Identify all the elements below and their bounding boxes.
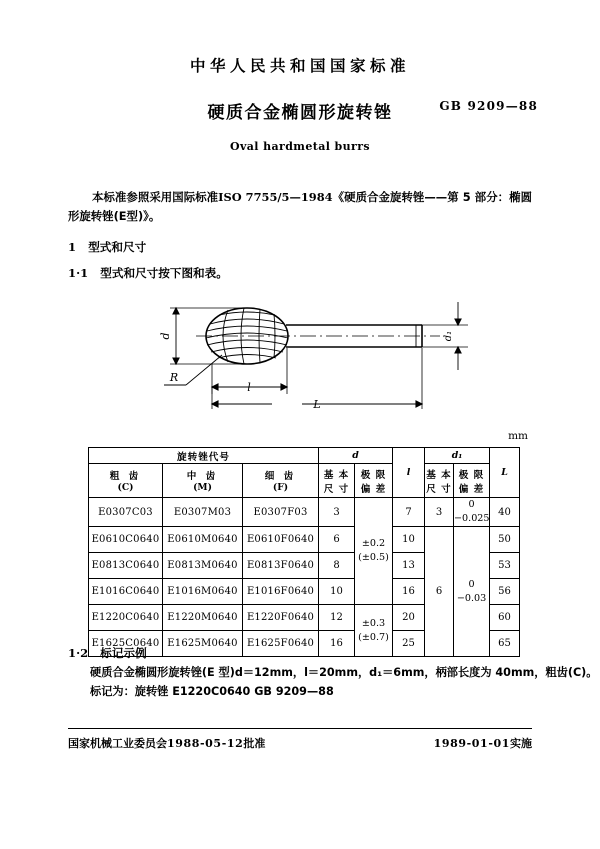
- section-1-2-heading: [68, 645, 147, 661]
- section-1-2-title: 标记示例: [100, 646, 147, 660]
- table-row: [89, 527, 520, 553]
- header-medium-code: (M): [193, 482, 212, 493]
- header-medium-tooth: [163, 464, 243, 498]
- national-standard-title: 中华人民共和国国家标准: [189, 57, 410, 75]
- header-burr-code: 旋转锉代号: [89, 448, 319, 464]
- d-tol-1-main: ±0.2: [361, 538, 386, 549]
- footer-divider: [68, 728, 532, 729]
- d-arrow-top: [173, 308, 179, 314]
- intro-paragraph: [68, 188, 532, 226]
- cell-coarse-code: E1625C0640: [89, 631, 163, 657]
- header-fine-cn: 细 齿: [264, 471, 297, 482]
- d1-tol-1-upper: 0: [468, 499, 475, 510]
- header-fine-tooth: [243, 464, 319, 498]
- cell-fine-code: E0307F03: [243, 498, 319, 527]
- header-d1-limit-l2: 偏 差: [458, 483, 485, 495]
- cell-l: 16: [393, 579, 425, 605]
- footer-approval-suffix: 批准: [243, 737, 266, 750]
- cell-fine-code: E0610F0640: [243, 527, 319, 553]
- dimension-table: [88, 447, 520, 657]
- section-1-number: 1: [68, 240, 77, 254]
- burr-flutes: [206, 312, 288, 358]
- marking-example-line-2: 标记为：旋转锉 E1220C0640 GB 9209—88: [90, 685, 334, 698]
- cell-l: 25: [393, 631, 425, 657]
- cell-medium-code: E1220M0640: [163, 605, 243, 631]
- figure-label-d: d: [159, 332, 172, 340]
- cell-medium-code: E0307M03: [163, 498, 243, 527]
- header-coarse-cn: 粗 齿: [109, 471, 142, 482]
- cell-medium-code: E0610M0640: [163, 527, 243, 553]
- d-tol-2-alt: (±0.7): [358, 631, 389, 643]
- header-l: l: [393, 448, 425, 498]
- cell-d-basic: 10: [319, 579, 355, 605]
- figure-label-d1: d₁: [443, 330, 454, 342]
- cell-d-basic: 16: [319, 631, 355, 657]
- cell-l: 10: [393, 527, 425, 553]
- cell-L: 56: [490, 579, 520, 605]
- table-row: [89, 498, 520, 527]
- header-d1-basic: [425, 464, 454, 498]
- header-d-limit: [355, 464, 393, 498]
- section-1-1-number: 1·1: [68, 266, 89, 280]
- section-1-1-heading: [68, 265, 228, 281]
- table-unit-label: mm: [508, 430, 528, 442]
- l-arrow-left: [212, 384, 218, 390]
- intro-text-before: 本标准参照采用国际标准: [92, 190, 219, 204]
- figure-label-L: L: [313, 398, 321, 411]
- cell-fine-code: E1220F0640: [243, 605, 319, 631]
- cell-fine-code: E1625F0640: [243, 631, 319, 657]
- cell-d-basic: 12: [319, 605, 355, 631]
- footer-approval-date: 1988-05-12: [167, 737, 244, 750]
- footer-approval: [68, 735, 265, 751]
- cell-d-basic: 8: [319, 553, 355, 579]
- cell-l: 20: [393, 605, 425, 631]
- section-1-2-number: 1·2: [68, 646, 89, 660]
- cell-L: 65: [490, 631, 520, 657]
- header-d1-limit: [454, 464, 490, 498]
- header-coarse-code: (C): [117, 482, 134, 493]
- cell-d1-tolerance-2: [454, 527, 490, 657]
- cell-medium-code: E1016M0640: [163, 579, 243, 605]
- cell-d-tolerance-group-2: [355, 605, 393, 657]
- cell-fine-code: E0813F0640: [243, 553, 319, 579]
- header-coarse-tooth: [89, 464, 163, 498]
- L-arrow-left: [212, 401, 218, 407]
- header-d-basic-l1: 基 本: [323, 469, 350, 481]
- marking-example-line-1: 硬质合金椭圆形旋转锉(E 型)d＝12mm，l＝20mm，d₁＝6mm，柄部长度为 40mm，粗齿(C)。: [90, 666, 598, 679]
- header-d-basic-l2: 尺 寸: [323, 483, 350, 495]
- cell-coarse-code: E1220C0640: [89, 605, 163, 631]
- page-title: 硬质合金椭圆形旋转锉: [207, 103, 393, 123]
- footer-approval-org: 国家机械工业委员会: [68, 737, 167, 750]
- d-arrow-bottom: [173, 358, 179, 364]
- cell-coarse-code: E1016C0640: [89, 579, 163, 605]
- cell-L: 53: [490, 553, 520, 579]
- cell-medium-code: E0813M0640: [163, 553, 243, 579]
- d1-arrow-bottom: [455, 347, 461, 353]
- l-arrow-right: [281, 384, 287, 390]
- figure-label-l: l: [247, 381, 251, 394]
- cell-coarse-code: E0307C03: [89, 498, 163, 527]
- header-d-basic: [319, 464, 355, 498]
- header-fine-code: (F): [272, 482, 289, 493]
- cell-d1-basic-1: 3: [425, 498, 454, 527]
- english-title: Oval hardmetal burrs: [229, 140, 371, 153]
- iso-reference: ISO 7755/5—1984: [218, 190, 333, 204]
- section-1-title: 型式和尺寸: [88, 240, 147, 254]
- standard-number: GB 9209—88: [439, 99, 538, 113]
- cell-l: 13: [393, 553, 425, 579]
- d1-tol-2-lower: −0.03: [456, 592, 487, 604]
- L-arrow-right: [416, 401, 422, 407]
- section-1-heading: [68, 239, 146, 255]
- intro-text-after: 《硬质合金旋转锉——第 5 部分：椭圆形旋转锉(E型)》。: [68, 190, 532, 223]
- cell-d-basic: 6: [319, 527, 355, 553]
- cell-L: 40: [490, 498, 520, 527]
- table-header-sub-row: [89, 464, 520, 498]
- cell-d-tolerance-group-1: [355, 498, 393, 605]
- cell-l: 7: [393, 498, 425, 527]
- header-d1: d₁: [425, 448, 490, 464]
- section-1-1-title: 型式和尺寸按下图和表。: [100, 266, 228, 280]
- table-header-group-row: [89, 448, 520, 464]
- burr-drawing-svg: [150, 288, 490, 413]
- cell-L: 50: [490, 527, 520, 553]
- burr-technical-drawing: [150, 288, 490, 413]
- d-tol-1-alt: (±0.5): [358, 552, 389, 563]
- header-d-limit-l1: 极 限: [360, 469, 387, 481]
- cell-coarse-code: E0813C0640: [89, 553, 163, 579]
- footer-effective-date: 1989-01-01: [433, 737, 510, 750]
- footer-effective-suffix: 实施: [510, 737, 532, 750]
- d1-tol-2-upper: 0: [468, 578, 475, 590]
- cell-L: 60: [490, 605, 520, 631]
- cell-coarse-code: E0610C0640: [89, 527, 163, 553]
- figure-label-R: R: [169, 371, 179, 384]
- cell-fine-code: E1016F0640: [243, 579, 319, 605]
- header-d1-basic-l1: 基 本: [426, 469, 452, 481]
- cell-d1-basic-2: 6: [425, 527, 454, 657]
- footer-effective: [434, 735, 532, 751]
- d1-tol-1-lower: −0.025: [454, 513, 490, 524]
- cell-medium-code: E1625M0640: [163, 631, 243, 657]
- R-leader-line: [186, 355, 222, 385]
- cell-d-basic: 3: [319, 498, 355, 527]
- header-d1-basic-l2: 尺 寸: [426, 483, 452, 495]
- header-d: d: [319, 448, 393, 464]
- cell-d1-tolerance-1: [454, 498, 490, 527]
- d-tol-2-main: ±0.3: [361, 617, 386, 629]
- header-L: L: [490, 448, 520, 498]
- header-d1-limit-l1: 极 限: [458, 469, 485, 481]
- d1-arrow-top: [455, 319, 461, 325]
- header-medium-cn: 中 齿: [186, 471, 219, 482]
- header-d-limit-l2: 偏 差: [360, 483, 387, 495]
